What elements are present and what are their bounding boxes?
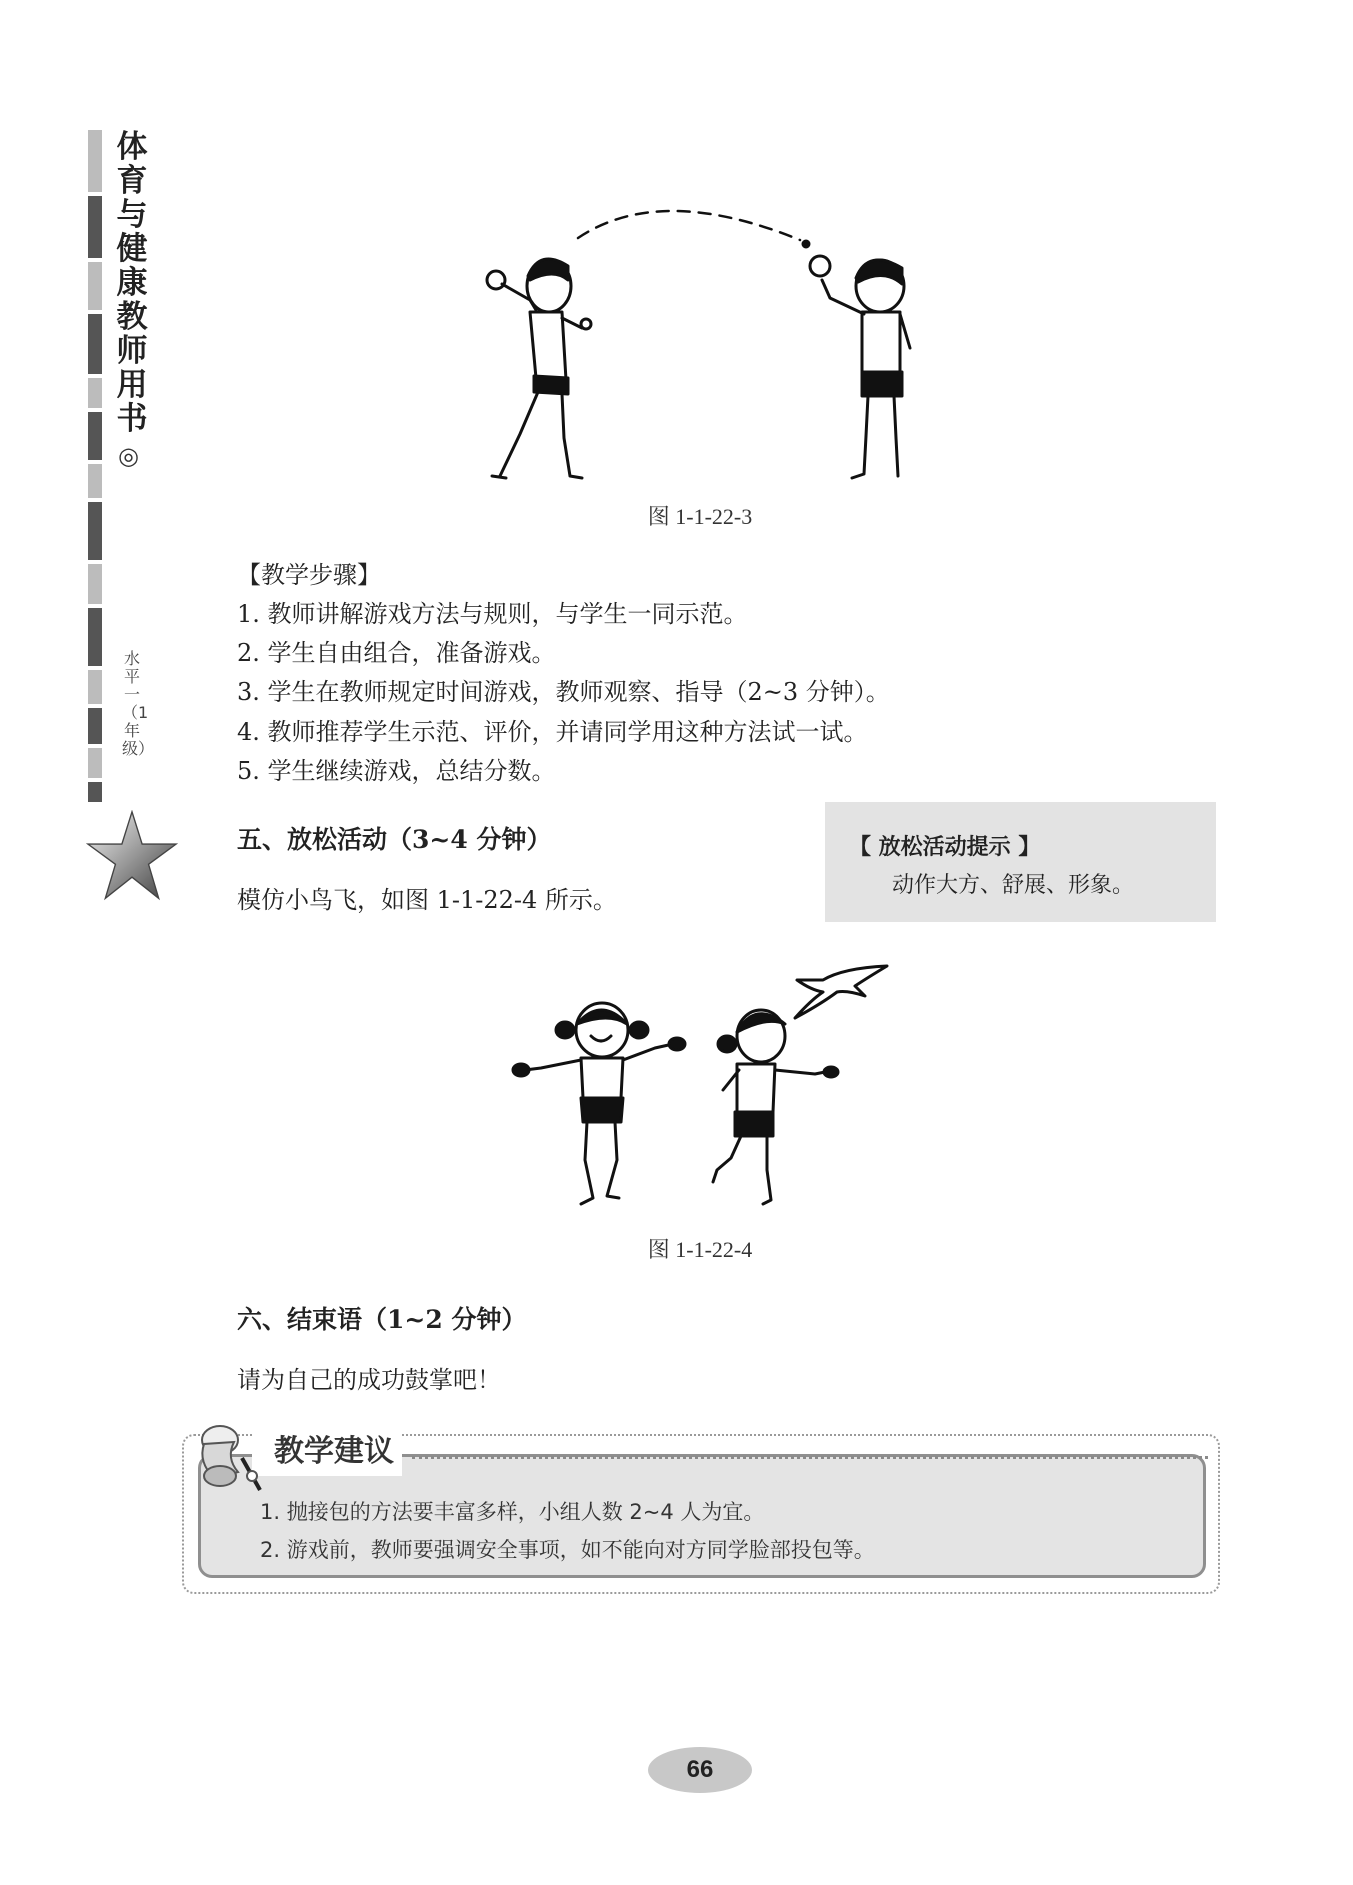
list-item: 1. 抛接包的方法要丰富多样，小组人数 2~4 人为宜。 — [260, 1500, 765, 1524]
list-item: 3. 学生在教师规定时间游戏，教师观察、指导（2~3 分钟）。 — [237, 678, 890, 706]
section-text: 模仿小鸟飞，如图 1-1-22-4 所示。 — [237, 886, 617, 914]
list-item: 2. 学生自由组合，准备游戏。 — [237, 639, 556, 667]
list-item: 5. 学生继续游戏，总结分数。 — [237, 757, 556, 785]
star-icon — [86, 810, 178, 902]
figure-caption: 图 1-1-22-3 — [647, 504, 753, 529]
suggestion-title: 教学建议 — [274, 1434, 394, 1469]
title-mark: ◎ — [118, 442, 139, 470]
figure-throw-catch — [470, 188, 950, 488]
tip-text: 动作大方、舒展、形象。 — [892, 873, 1135, 898]
teaching-suggestion-box — [182, 1424, 1218, 1592]
list-item: 2. 游戏前，教师要强调安全事项，如不能向对方同学脸部投包等。 — [260, 1538, 875, 1562]
page-number: 66 — [648, 1747, 752, 1793]
tip-box — [825, 802, 1216, 922]
figure-caption: 图 1-1-22-4 — [647, 1237, 753, 1262]
figure-bird-imitation — [505, 960, 895, 1210]
scroll-icon — [190, 1418, 274, 1502]
level-label: 水平一（1年级） — [122, 649, 155, 758]
section-heading: 五、放松活动（3~4 分钟） — [237, 825, 552, 854]
section-heading: 六、结束语（1~2 分钟） — [237, 1305, 527, 1334]
list-item: 1. 教师讲解游戏方法与规则，与学生一同示范。 — [237, 600, 748, 628]
tip-title: 【 放松活动提示 】 — [849, 835, 1041, 860]
teaching-steps-heading: 【教学步骤】 — [237, 561, 381, 589]
book-title: 体育与健康教师用书 — [116, 129, 148, 437]
section-text: 请为自己的成功鼓掌吧！ — [237, 1366, 501, 1394]
list-item: 4. 教师推荐学生示范、评价，并请同学用这种方法试一试。 — [237, 718, 868, 746]
margin-bar-decoration — [88, 130, 102, 802]
